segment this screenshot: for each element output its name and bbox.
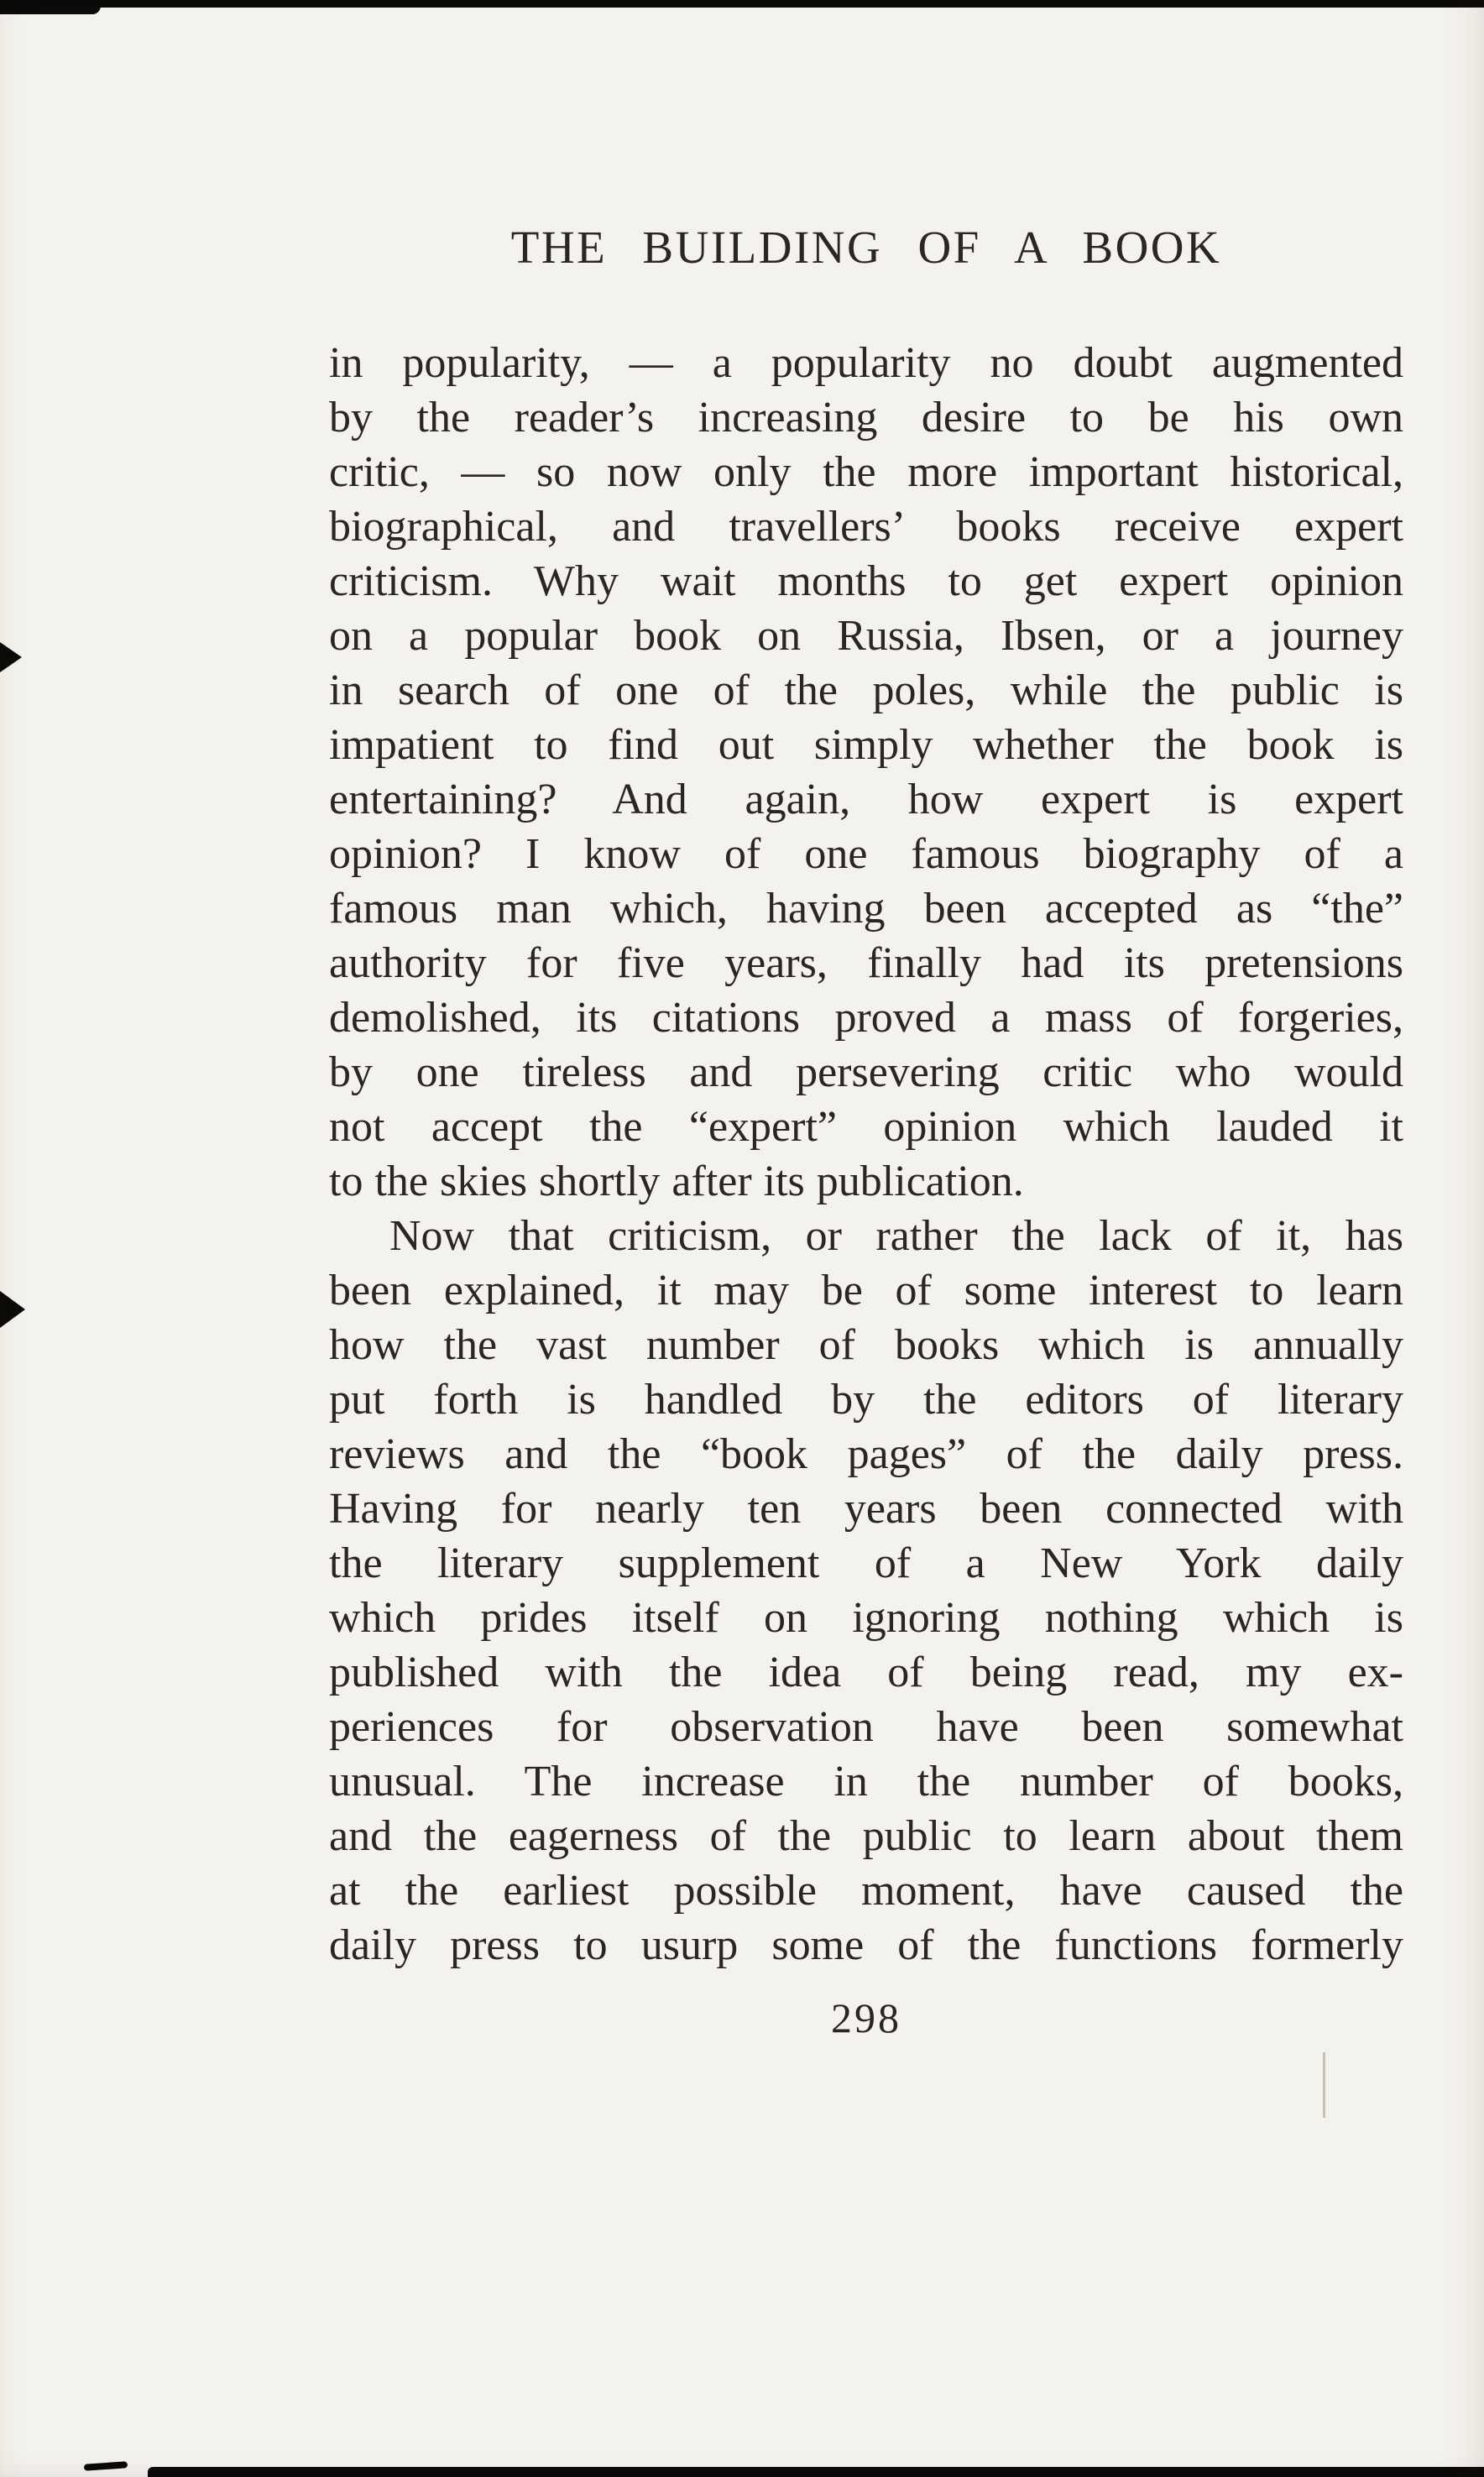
text-line: biographical, and travellers’ books receive expert bbox=[329, 503, 1403, 551]
text-line: opinion? I know of one famous biography of a bbox=[329, 830, 1403, 878]
text-line: critic, — so now only the more important historical, bbox=[329, 448, 1403, 496]
scan-artifact-top-edge bbox=[0, 0, 1484, 8]
text-line: impatient to find out simply whether the book is bbox=[329, 721, 1403, 769]
text-line: demolished, its citations proved a mass of forgeries, bbox=[329, 994, 1403, 1042]
scan-artifact-left-mark-2 bbox=[0, 1291, 25, 1328]
text-line: periences for observation have been somewhat bbox=[329, 1703, 1403, 1751]
text-line: how the vast number of books which is annually bbox=[329, 1321, 1403, 1369]
scan-artifact-left-mark-1 bbox=[0, 642, 22, 672]
text-line: on a popular book on Russia, Ibsen, or a journey bbox=[329, 612, 1403, 660]
text-line: not accept the “expert” opinion which lauded it bbox=[329, 1103, 1403, 1151]
text-line: unusual. The increase in the number of books, bbox=[329, 1758, 1403, 1805]
text-line: at the earliest possible moment, have caused the bbox=[329, 1867, 1403, 1915]
text-line: in popularity, — a popularity no doubt augmented bbox=[329, 339, 1403, 387]
text-line: and the eagerness of the public to learn about them bbox=[329, 1812, 1403, 1860]
text-line: criticism. Why wait months to get expert opinion bbox=[329, 557, 1403, 605]
text-line: entertaining? And again, how expert is expert bbox=[329, 776, 1403, 823]
running-head: THE BUILDING OF A BOOK bbox=[510, 222, 1222, 273]
text-line: famous man which, having been accepted as “the” bbox=[329, 885, 1403, 933]
text-line: to the skies shortly after its publication. bbox=[329, 1158, 1024, 1205]
text-line: Now that criticism, or rather the lack of it, has bbox=[389, 1212, 1403, 1260]
text-line: Having for nearly ten years been connected with bbox=[329, 1485, 1403, 1533]
scan-artifact-top-left-nub bbox=[0, 0, 101, 14]
text-line: by one tireless and persevering critic who would bbox=[329, 1048, 1403, 1096]
text-line: published with the idea of being read, my ex- bbox=[329, 1649, 1403, 1696]
scan-artifact-scratch bbox=[1323, 2052, 1325, 2118]
paragraph-1 bbox=[329, 336, 1403, 1209]
text-line: in search of one of the poles, while the public is bbox=[329, 666, 1403, 714]
text-line: the literary supplement of a New York daily bbox=[329, 1539, 1403, 1587]
text-line: reviews and the “book pages” of the daily press. bbox=[329, 1430, 1403, 1478]
text-line: been explained, it may be of some interest to learn bbox=[329, 1267, 1403, 1314]
text-line: put forth is handled by the editors of literary bbox=[329, 1376, 1403, 1424]
text-line: which prides itself on ignoring nothing which is bbox=[329, 1594, 1403, 1642]
scan-artifact-bottom-edge bbox=[148, 2467, 1484, 2477]
text-block bbox=[329, 220, 1403, 2043]
text-line: daily press to usurp some of the functions formerly bbox=[329, 1921, 1403, 1969]
paragraph-2 bbox=[329, 1209, 1403, 1973]
text-line: authority for five years, finally had its pretensions bbox=[329, 939, 1403, 987]
scan-artifact-bottom-dash bbox=[84, 2461, 128, 2471]
page-number: 298 bbox=[831, 1994, 901, 2041]
text-line: by the reader’s increasing desire to be his own bbox=[329, 394, 1403, 442]
